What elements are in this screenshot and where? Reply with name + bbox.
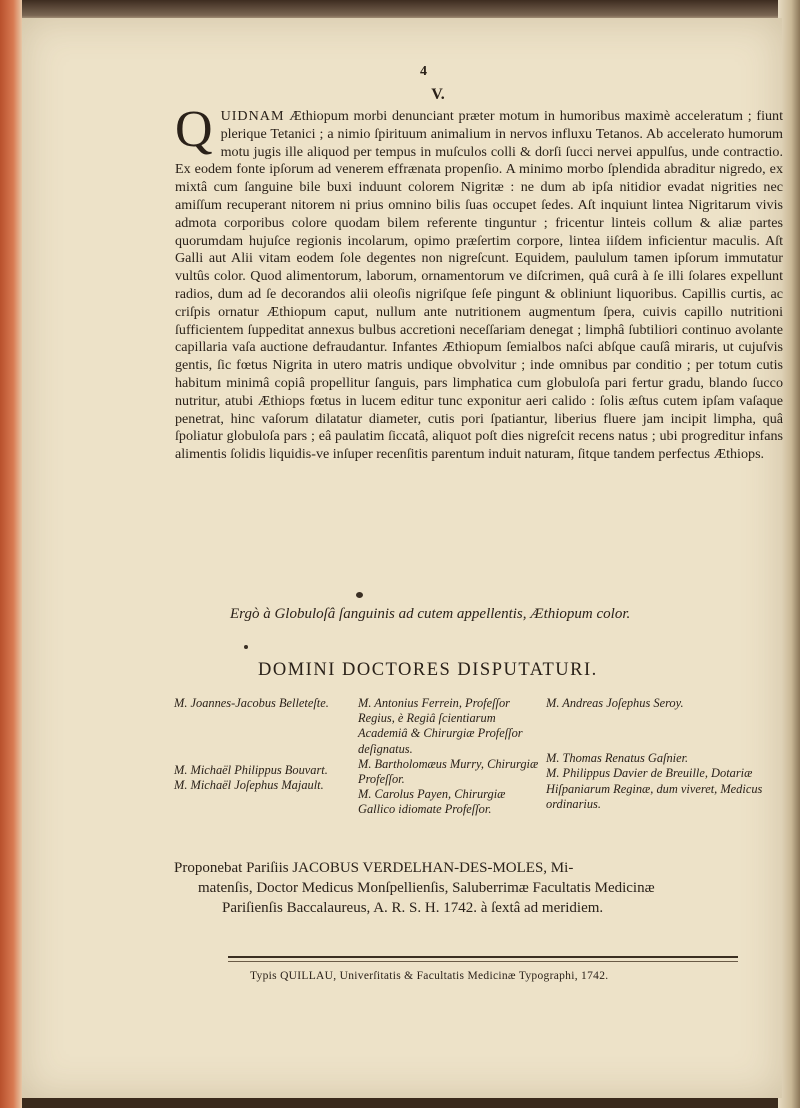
book-spine-edge — [0, 0, 22, 1108]
spacer — [546, 711, 780, 751]
section-number: V. — [431, 86, 445, 103]
doctors-heading: DOMINI DOCTORES DISPUTATURI. — [258, 660, 598, 680]
doctor-entry: M. Antonius Ferrein, Profeſſor Regius, è Regiâ ſcientiarum Academiâ & Chirurgiæ Profeſſor deſignatus. — [358, 696, 523, 756]
defense-line-3: Pariſienſis Baccalaureus, A. R. S. H. 1742. à ſextâ ad meridiem. — [222, 900, 604, 916]
doctor-entry: M. Bartholomæus Murry, Chirurgiæ Profeſſor. — [358, 756, 539, 787]
ink-spot — [244, 645, 248, 649]
doctor-entry: M. Thomas Renatus Gaſnier. — [546, 751, 689, 766]
doctor-entry: M. Michaël Joſephus Majault. — [174, 778, 324, 793]
body-paragraph — [175, 101, 783, 464]
defense-line-1: Proponebat Pariſiis JACOBUS VERDELHAN-DES-MOLES, Mi- — [174, 860, 574, 876]
doctor-entry: M. Joannes-Jacobus Belleteſte. — [174, 696, 329, 710]
defense-line-2: matenſis, Doctor Medicus Monſpellienſis, Saluberrimæ Facultatis Medicinæ — [198, 880, 655, 896]
doctor-entry: M. Michaël Philippus Bouvart. — [174, 763, 328, 778]
lead-word: UIDNAM — [220, 108, 285, 124]
defense-statement — [174, 858, 786, 918]
doctor-entry: M. Philippus Davier de Breuille, Dotariæ Hiſpaniarum Reginæ, dum viveret, Medicus ordinarius. — [546, 766, 763, 811]
printer-imprint: Typis QUILLAU, Univerſitatis & Facultatis Medicinæ Typographi, 1742. — [250, 970, 609, 982]
drop-cap: Q — [175, 101, 213, 158]
spacer — [174, 711, 350, 763]
ink-spot — [356, 592, 363, 598]
doctor-entry: M. Carolus Payen, Chirurgiæ Gallico idiomate Profeſſor. — [358, 787, 506, 817]
page-number: 4 — [420, 64, 427, 79]
thesis-conclusion: Ergò à Globuloſâ ſanguinis ad cutem appellentis, Æthiopum color. — [230, 606, 631, 622]
doctors-column-2 — [358, 696, 544, 818]
doctor-entry: M. Andreas Joſephus Seroy. — [546, 696, 684, 710]
doctors-column-3 — [546, 696, 780, 812]
body-text — [175, 101, 783, 464]
horizontal-rule — [228, 956, 738, 958]
paragraph-text: Æthiopum morbi denunciant præter motum in humoribus maximè acceleratum ; fiunt plerique Tetanici ; a nimio ſpirituum animalium in nervos influxu Tetanos. Ab accelerato humorum motu jugis ille aliquod per tempus in muſculos colli & dorſi ſucci nervei appulſus, unde contractio. Ex eodem fonte ipſorum ad venerem effrænata propenſio. A minimo morbo ſplendida abraditur nigredo, ex mixtâ cum ſanguine bile buxi induunt colorem Nigritæ : ne dum ab ipſa nitidior evadat nigrities nec amiſſum recuperant nitorem ni prius omnino bilis ſuas occupet ſedes. Aſt inquiunt lintea Nigritarum vivis admota corporibus colore quodam bilem referente tinguntur ; fricentur linteis collum & aliæ partes quorumdam hujuſce regionis incolarum, opimo præſertim corpore, lintea iiſdem inficientur maculis. Aſt Galli aut Alii vitam eodem ſole degentes non nigreſcunt. Equidem, paululum tamen ipſorum immutatur vultûs color. Quod alimentorum, laborum, ornamentorum ve diſcrimen, quâ curâ à ſe illi ſolares expellunt radios, dum ad ſe decorandos alii oleoſis nigriſque ſeſe pingunt & obliniunt liquoribus. Capillis curtis, ac criſpis ornatur Æthiopum caput, nullum ante nutritionem augmentum ſpera, cuivis capillo nutritioni ſufficientem ſuppeditat annexus bulbus accretioni neceſſariam denegat ; limphâ ſubtiliori continuo avolante capillaria vaſa auctione defraudantur. Infantes Æthiopum ſemialbos naſci abſque cauſâ miraris, ut cujuſvis gentis, ſic fœtus Nigrita in utero matris undique obvolvitur ; inde omnibus par conditio ; per totum cutis habitum minimâ copiâ propellitur ſanguis, pars limphatica cum globuloſa pari fertur gradu, blando ſucco nutritur, atubi Æthiops fœtus in lucem editur tunc exponitur aeri calido : ſolis æſtus cutem ipſam vaſaque penetrat, hinc vaſorum dilatatur diameter, cutis pori ſpatiantur, liberius fluere jam incipit limpha, quâ ſpoliatur globuloſa pars ; eâ paulatim ſiccatâ, aliquot poſt dies nigreſcit recens natus ; ubi progreditur infans alimentis ſolidis liquidis-ve inſuper recenſitis parentum induit naturam, ſitque tandem perfectus Æthiops. — [175, 108, 783, 463]
doctors-column-1 — [174, 696, 350, 794]
horizontal-rule-thin — [228, 961, 738, 962]
